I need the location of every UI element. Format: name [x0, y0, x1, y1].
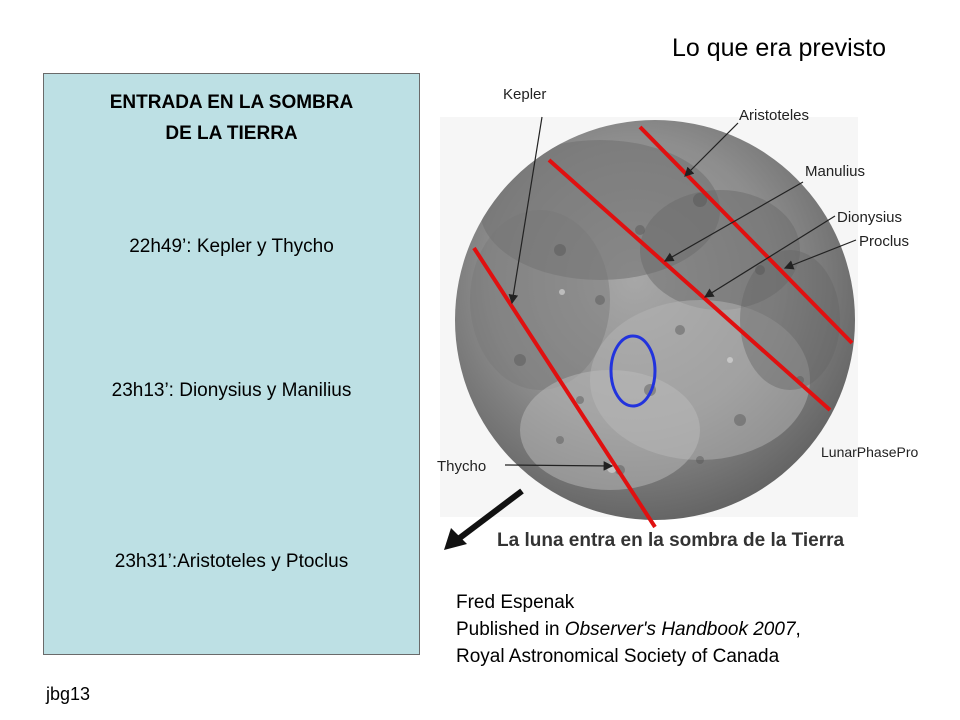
label-kepler: Kepler: [503, 86, 547, 103]
figure-caption: La luna entra en la sombra de la Tierra: [497, 530, 845, 551]
label-dionysius: Dionysius: [837, 209, 903, 226]
label-thycho: Thycho: [437, 458, 487, 475]
event-time-3: 23h31’:Aristoteles y Ptoclus: [114, 551, 349, 572]
label-source: LunarPhasePro: [821, 444, 919, 460]
page-title: Lo que era previsto: [672, 34, 887, 62]
credit-published: [456, 616, 801, 643]
credit-published-title: Observer's Handbook 2007: [564, 619, 796, 640]
credit-block: [456, 589, 801, 670]
credit-author: Fred Espenak: [456, 592, 575, 613]
event-time-1: 22h49’: Kepler y Thycho: [129, 236, 334, 257]
direction-arrow-icon: [444, 528, 467, 550]
credit-published-prefix: Published in: [456, 619, 565, 640]
label-proclus: Proclus: [859, 233, 910, 250]
credit-published-suffix: ,: [795, 619, 801, 640]
label-manulius: Manulius: [805, 163, 866, 180]
box-heading-line1: ENTRADA EN LA SOMBRA: [109, 92, 354, 113]
credit-org: Royal Astronomical Society of Canada: [456, 646, 780, 667]
event-time-2: 23h13’: Dionysius y Manilius: [111, 380, 352, 401]
footer-tag: jbg13: [46, 684, 91, 704]
label-aristoteles: Aristoteles: [739, 107, 810, 124]
box-heading-line2: DE LA TIERRA: [165, 123, 298, 144]
